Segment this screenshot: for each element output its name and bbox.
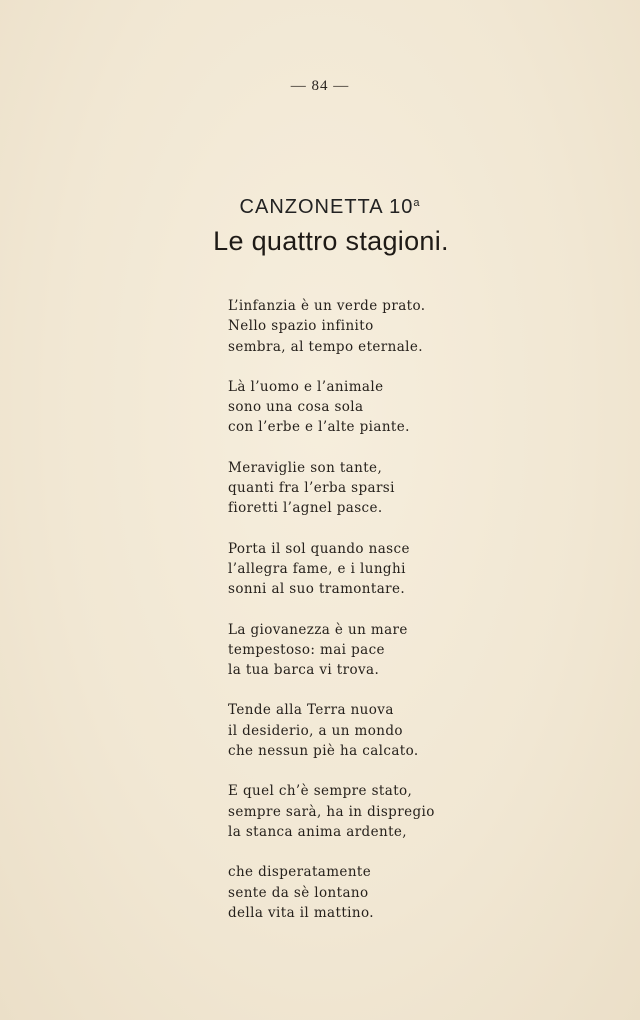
verse-line: Porta il sol quando nasce [228, 540, 410, 557]
stanza [228, 296, 488, 357]
verse-line: che disperatamente [228, 864, 372, 881]
verse-line: Meraviglie son tante, [228, 459, 383, 476]
verse-line: l’allegra fame, e i lunghi [228, 560, 406, 577]
verse-line: La giovanezza è un mare [228, 621, 408, 638]
verse-line: sono una cosa sola [228, 399, 364, 416]
verse-line: che nessun piè ha calcato. [228, 743, 419, 760]
verse-line: sempre sarà, ha in dispregio [228, 803, 435, 820]
verse-line: Nello spazio infinito [228, 318, 374, 335]
verse-line: tempestoso: mai pace [228, 641, 385, 658]
verse-line: della vita il mattino. [228, 904, 374, 921]
page-number: — 84 — [290, 78, 350, 94]
stanza [228, 620, 488, 681]
stanza [228, 781, 488, 842]
stanza [228, 700, 488, 761]
poem-body [228, 296, 488, 943]
verse-line: sembra, al tempo eternale. [228, 338, 423, 355]
verse-line: L’infanzia è un verde prato. [228, 298, 426, 314]
verse-line: fioretti l’agnel pasce. [228, 500, 383, 517]
stanza [228, 862, 488, 923]
stanza [228, 377, 488, 438]
stanza [228, 539, 488, 600]
verse-line: Tende alla Terra nuova [228, 702, 394, 719]
verse-line: con l’erbe e l’alte piante. [228, 419, 410, 436]
verse-line: la stanca anima ardente, [228, 823, 407, 840]
canzonetta-superscript: a [413, 197, 421, 209]
verse-line: sente da sè lontano [228, 884, 369, 901]
verse-line: il desiderio, a un mondo [228, 722, 403, 739]
verse-line: E quel ch’è sempre stato, [228, 783, 413, 800]
canzonetta-label [240, 196, 421, 218]
verse-line: la tua barca vi trova. [228, 662, 380, 679]
verse-line: sonni al suo tramontare. [228, 581, 406, 598]
verse-line: quanti fra l’erba sparsi [228, 480, 395, 497]
canzonetta-text: CANZONETTA 10 [239, 196, 414, 218]
stanza [228, 458, 488, 519]
poem-title: Le quattro stagioni. [213, 226, 449, 256]
verse-line: Là l’uomo e l’animale [228, 378, 384, 395]
poem-header [0, 196, 640, 219]
